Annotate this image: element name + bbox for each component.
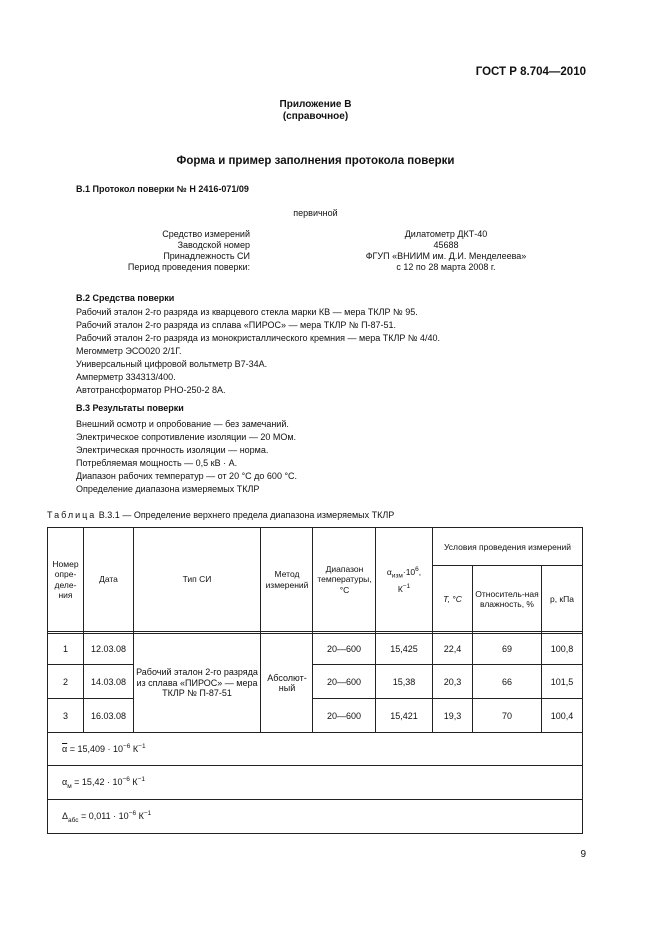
header-temp: T, °С xyxy=(443,593,462,604)
field-label: Принадлежность СИ xyxy=(163,251,250,261)
row-range: 20—600 xyxy=(326,676,362,687)
alpha-symbol: α xyxy=(386,566,392,577)
table-caption xyxy=(47,510,394,521)
list-item: Определение диапазона измеряемых ТКЛР xyxy=(76,484,260,494)
list-item: Мегомметр ЭСО020 2/1Г. xyxy=(76,346,182,356)
list-item: Электрическая прочность изоляции — норма. xyxy=(76,445,269,455)
row-range: 20—600 xyxy=(326,644,362,654)
row-humidity: 70 xyxy=(501,710,512,721)
list-item: Электрическое сопротивление изоляции — 20 МОм. xyxy=(76,432,297,442)
field-value: Дилатометр ДКТ-40 xyxy=(404,229,488,239)
abs-unit: К xyxy=(136,811,144,821)
row-alpha: 15,421 xyxy=(390,710,418,721)
row-number: 3 xyxy=(62,710,68,721)
row-temp: 20,3 xyxy=(443,676,462,687)
header-conditions: Условия проведения измерений xyxy=(443,541,572,552)
median-unit-exponent: −1 xyxy=(137,776,146,783)
row-pressure: 100,4 xyxy=(550,710,574,721)
mean-unit: К xyxy=(130,744,139,754)
median-exponent: −6 xyxy=(122,776,130,783)
row-temp: 19,3 xyxy=(443,710,462,721)
document-code: ГОСТ Р 8.704—2010 xyxy=(475,66,586,78)
row-temp: 22,4 xyxy=(443,644,462,654)
header-method: Метод измерений xyxy=(265,569,309,590)
row-number: 2 xyxy=(62,676,68,687)
row-date: 16.03.08 xyxy=(90,710,127,721)
alpha-exponent: 6 xyxy=(415,565,419,573)
list-item: Универсальный цифровой вольтметр В7-34А. xyxy=(76,359,268,369)
mean-symbol: $\overline{\alpha}$ xyxy=(62,744,68,754)
header-date: Дата xyxy=(99,574,118,585)
row-humidity: 69 xyxy=(501,644,512,654)
row-alpha: 15,38 xyxy=(392,676,416,687)
field-label: Заводской номер xyxy=(177,240,250,250)
main-title: Форма и пример заполнения протокола поверки xyxy=(176,155,455,167)
summary-mean xyxy=(62,743,146,754)
table-caption-text: В.3.1 — Определение верхнего предела диапазона измеряемых ТКЛР xyxy=(96,510,395,520)
median-symbol: α xyxy=(62,777,68,787)
list-item: Потребляемая мощность — 0,5 кВ · А. xyxy=(76,458,238,468)
median-subscript: м xyxy=(67,782,72,790)
list-item: Амперметр 334313/400. xyxy=(76,372,176,382)
list-item: Автотрансформатор РНО-250-2 8А. xyxy=(76,385,226,395)
section-2-heading: В.2 Средства поверки xyxy=(76,293,175,303)
section-3-heading: В.3 Результаты поверки xyxy=(76,403,184,413)
row-pressure: 100,8 xyxy=(550,644,574,654)
field-label: Средство измерений xyxy=(162,229,250,239)
row-date: 14.03.08 xyxy=(90,676,127,687)
list-item: Рабочий эталон 2-го разряда из кварцевого стекла марки КВ — мера ТКЛР № 95. xyxy=(76,307,418,317)
alpha-subscript: изм xyxy=(391,572,403,580)
alpha-unit-exponent: −1 xyxy=(402,582,411,590)
list-item: Рабочий эталон 2-го разряда из сплава «ПИРОС» — мера ТКЛР № П-87-51. xyxy=(76,320,397,330)
summary-median xyxy=(62,776,145,790)
row-number: 1 xyxy=(62,644,68,654)
header-si-type: Тип СИ xyxy=(182,574,212,585)
list-item: Диапазон рабочих температур — от 20 °С до 600 °С. xyxy=(76,471,298,481)
median-value: = 15,42 · 10 xyxy=(71,777,123,787)
mean-value: = 15,409 · 10 xyxy=(67,744,123,754)
field-label: Период проведения поверки: xyxy=(127,262,250,272)
mean-exponent: −6 xyxy=(123,743,131,750)
summary-absolute xyxy=(62,810,151,824)
header-number xyxy=(49,529,82,630)
header-humidity: Относитель-ная влажность, % xyxy=(475,588,539,609)
table-caption-prefix: Таблица xyxy=(47,510,97,520)
field-value: с 12 по 28 марта 2008 г. xyxy=(396,262,496,272)
header-number-text: Номер опре-деле-ния xyxy=(52,558,79,600)
si-type-cell: Рабочий эталон 2-го разряда из сплава «ПИРОС» — мера ТКЛР № П-87-51 xyxy=(136,667,258,699)
abs-symbol: Δ xyxy=(62,811,69,821)
method-cell: Абсолют-ный xyxy=(267,672,307,693)
appendix-subtitle: (справочное) xyxy=(282,111,349,122)
verification-type: первичной xyxy=(293,208,338,218)
page-number: 9 xyxy=(580,849,586,860)
section-1-heading: В.1 Протокол поверки № Н 2416-071/09 xyxy=(76,184,249,194)
alpha-unit: К xyxy=(397,583,403,594)
field-value: ФГУП «ВНИИМ им. Д.И. Менделеева» xyxy=(365,251,527,261)
row-range: 20—600 xyxy=(326,710,362,721)
abs-unit-exponent: −1 xyxy=(143,810,152,817)
row-humidity: 66 xyxy=(501,676,512,687)
header-pressure: p, кПа xyxy=(549,593,574,604)
row-alpha: 15,425 xyxy=(390,644,418,654)
list-item: Внешний осмотр и опробование — без замечаний. xyxy=(76,419,289,429)
abs-exponent: −6 xyxy=(128,810,137,817)
abs-value: = 0,011 · 10 xyxy=(78,811,129,821)
row-pressure: 101,5 xyxy=(550,676,574,687)
row-date: 12.03.08 xyxy=(90,644,127,654)
alpha-multiplier: ·10 xyxy=(402,566,416,577)
list-item: Рабочий эталон 2-го разряда из монокристаллического кремния — мера ТКЛР № 4/40. xyxy=(76,333,441,343)
mean-unit-exponent: −1 xyxy=(138,743,146,750)
header-temperature-range: Диапазон температуры, °С xyxy=(317,563,372,595)
field-value: 45688 xyxy=(433,240,459,250)
appendix-title: Приложение В xyxy=(279,99,352,110)
median-unit: К xyxy=(129,777,138,787)
abs-subscript: абс xyxy=(68,816,79,824)
header-alpha: $\alpha_{изм}\cdot 10^6$, $К^{-1}$ xyxy=(386,565,422,594)
